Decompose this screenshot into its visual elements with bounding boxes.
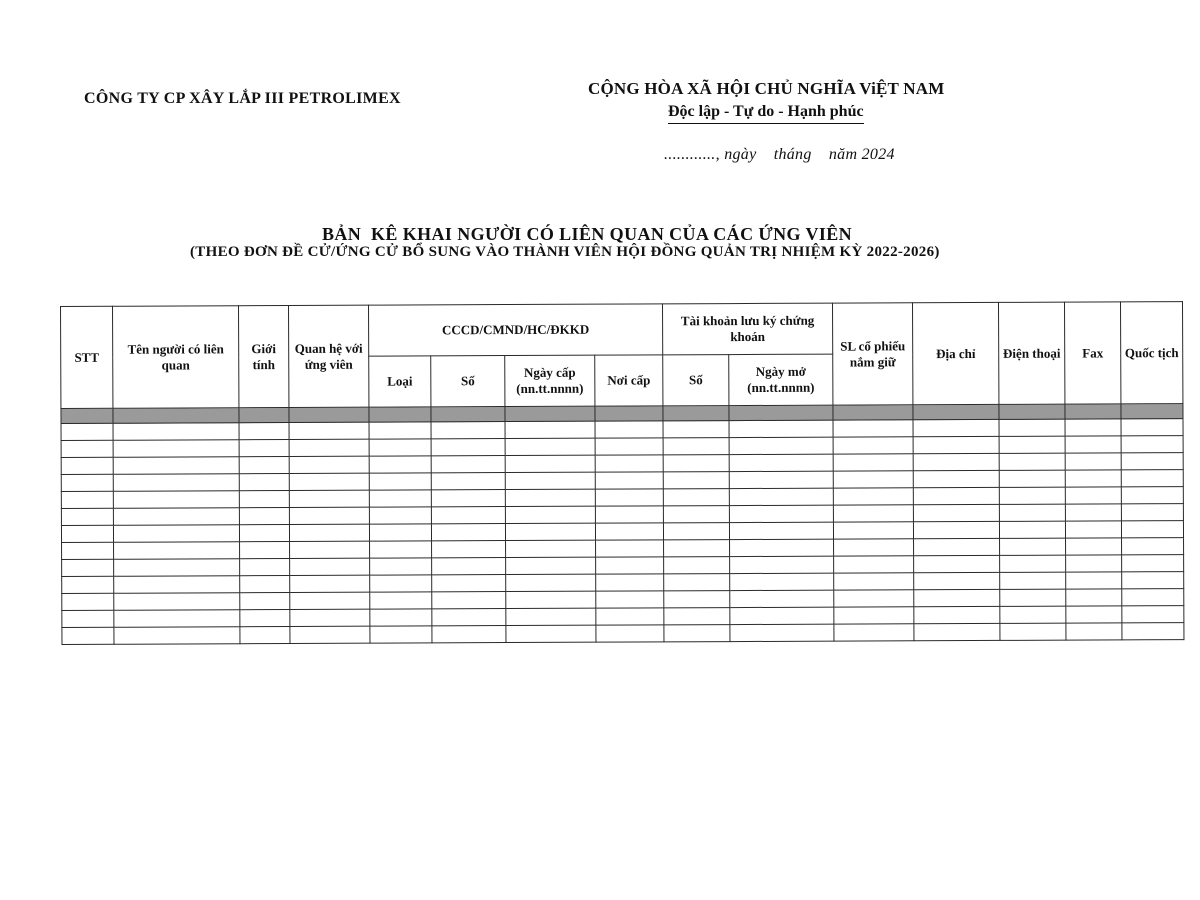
table-cell xyxy=(999,487,1065,504)
table-cell xyxy=(1066,606,1122,623)
table-cell xyxy=(113,408,239,424)
table-cell xyxy=(370,558,432,575)
table-cell xyxy=(432,541,506,558)
table-cell xyxy=(289,473,369,490)
table-cell xyxy=(61,491,113,508)
table-cell xyxy=(1121,404,1183,419)
table-cell xyxy=(1065,521,1121,538)
table-cell xyxy=(999,419,1065,436)
table-cell xyxy=(290,541,370,558)
table-cell xyxy=(239,491,289,508)
table-cell xyxy=(1000,572,1066,589)
table-cell xyxy=(505,455,595,472)
table-cell xyxy=(431,456,505,473)
header-id-issue-date: Ngày cấp (nn.tt.nnnn) xyxy=(505,355,595,406)
table-cell xyxy=(595,455,663,472)
table-cell xyxy=(730,556,834,573)
table-cell xyxy=(834,539,914,556)
table-cell xyxy=(505,506,595,523)
table-cell xyxy=(914,589,1000,606)
table-cell xyxy=(663,455,729,472)
table-cell xyxy=(432,575,506,592)
national-motto: Độc lập - Tự do - Hạnh phúc xyxy=(668,103,864,124)
table-cell xyxy=(240,559,290,576)
document-title: BẢN KÊ KHAI NGƯỜI CÓ LIÊN QUAN CỦA CÁC ỨNG VIÊN xyxy=(322,224,853,244)
table-cell xyxy=(431,407,505,422)
table-cell xyxy=(369,407,431,422)
table-cell xyxy=(914,606,1000,623)
table-cell xyxy=(913,487,999,504)
table-cell xyxy=(1065,504,1121,521)
table-cell xyxy=(113,525,239,543)
table-cell xyxy=(1122,555,1184,572)
table-cell xyxy=(290,609,370,626)
table-cell xyxy=(1065,470,1121,487)
table-cell xyxy=(61,525,113,542)
table-cell xyxy=(1122,572,1184,589)
table-cell xyxy=(506,625,596,642)
table-cell xyxy=(1000,538,1066,555)
national-title: CỘNG HÒA XÃ HỘI CHỦ NGHĨA ViỆT NAM xyxy=(588,79,945,98)
table-cell xyxy=(114,559,240,577)
table-cell xyxy=(369,456,431,473)
table-cell xyxy=(239,457,289,474)
table-cell xyxy=(913,453,999,470)
table-cell xyxy=(1122,538,1184,555)
table-cell xyxy=(431,507,505,524)
table-cell xyxy=(1121,521,1183,538)
table-cell xyxy=(114,610,240,628)
date-line: ............, ngày tháng năm 2024 xyxy=(664,146,895,163)
table-row xyxy=(62,623,1184,645)
table-cell xyxy=(61,508,113,525)
table-cell xyxy=(506,557,596,574)
table-cell xyxy=(290,575,370,592)
table-cell xyxy=(999,504,1065,521)
table-cell xyxy=(914,555,1000,572)
table-cell xyxy=(113,508,239,526)
table-cell xyxy=(1121,419,1183,436)
table-cell xyxy=(595,472,663,489)
table-cell xyxy=(1121,453,1183,470)
table-cell xyxy=(999,453,1065,470)
table-cell xyxy=(833,454,913,471)
table-cell xyxy=(730,573,834,590)
table-cell xyxy=(664,591,730,608)
table-cell xyxy=(596,608,664,625)
table-cell xyxy=(431,524,505,541)
table-cell xyxy=(289,507,369,524)
header-id-number: Số xyxy=(431,356,505,407)
table-cell xyxy=(240,542,290,559)
table-cell xyxy=(1066,589,1122,606)
table-cell xyxy=(289,407,369,422)
table-cell xyxy=(833,488,913,505)
table-cell xyxy=(1121,487,1183,504)
table-cell xyxy=(913,504,999,521)
table-cell xyxy=(431,473,505,490)
table-cell xyxy=(913,470,999,487)
declaration-table xyxy=(60,301,1184,645)
table-cell xyxy=(729,454,833,471)
table-cell xyxy=(1065,453,1121,470)
header-relationship: Quan hệ với ứng viên xyxy=(289,305,369,407)
table-cell xyxy=(289,456,369,473)
table-cell xyxy=(999,470,1065,487)
table-cell xyxy=(113,440,239,458)
table-cell xyxy=(61,440,113,457)
table-cell xyxy=(505,438,595,455)
table-cell xyxy=(1122,606,1184,623)
table-cell xyxy=(833,522,913,539)
table-cell xyxy=(239,525,289,542)
table-cell xyxy=(505,523,595,540)
table-cell xyxy=(729,471,833,488)
table-cell xyxy=(595,506,663,523)
table-cell xyxy=(1065,487,1121,504)
header-address: Địa chỉ xyxy=(913,302,999,404)
table-cell xyxy=(432,592,506,609)
table-cell xyxy=(62,627,114,644)
table-cell xyxy=(913,436,999,453)
table-cell xyxy=(1066,538,1122,555)
table-cell xyxy=(431,490,505,507)
table-cell xyxy=(239,440,289,457)
table-cell xyxy=(1066,555,1122,572)
table-cell xyxy=(62,593,114,610)
table-cell xyxy=(664,540,730,557)
table-cell xyxy=(1065,419,1121,436)
table-cell xyxy=(431,439,505,456)
table-cell xyxy=(505,406,595,421)
table-cell xyxy=(1121,470,1183,487)
header-fax: Fax xyxy=(1065,302,1121,404)
table-cell xyxy=(595,421,663,438)
header-account-number: Số xyxy=(663,355,729,406)
table-cell xyxy=(833,420,913,437)
table-cell xyxy=(369,473,431,490)
table-cell xyxy=(1000,555,1066,572)
table-cell xyxy=(729,488,833,505)
table-cell xyxy=(289,524,369,541)
table-cell xyxy=(1065,404,1121,419)
table-cell xyxy=(506,540,596,557)
header-related-person-name: Tên người có liên quan xyxy=(113,306,239,409)
table-cell xyxy=(290,592,370,609)
header-account-open-date: Ngày mở (nn.tt.nnnn) xyxy=(729,354,833,405)
table-cell xyxy=(596,574,664,591)
table-cell xyxy=(505,472,595,489)
table-cell xyxy=(369,524,431,541)
table-cell xyxy=(431,422,505,439)
table-cell xyxy=(999,436,1065,453)
table-cell xyxy=(663,489,729,506)
table-cell xyxy=(729,522,833,539)
table-cell xyxy=(1000,623,1066,640)
table-cell xyxy=(1122,623,1184,640)
table-cell xyxy=(664,625,730,642)
table-cell xyxy=(61,457,113,474)
table-cell xyxy=(596,591,664,608)
table-cell xyxy=(290,558,370,575)
table-cell xyxy=(62,576,114,593)
table-cell xyxy=(506,591,596,608)
table-cell xyxy=(113,491,239,509)
table-cell xyxy=(289,439,369,456)
table-cell xyxy=(61,474,113,491)
table-cell xyxy=(999,404,1065,419)
table-cell xyxy=(729,505,833,522)
table-cell xyxy=(664,557,730,574)
table-cell xyxy=(1066,623,1122,640)
table-cell xyxy=(833,471,913,488)
table-cell xyxy=(914,623,1000,640)
table-cell xyxy=(432,626,506,643)
table-cell xyxy=(62,559,114,576)
header-group-id-document: CCCD/CMND/HC/ĐKKD xyxy=(368,304,662,356)
table-cell xyxy=(369,439,431,456)
table-cell xyxy=(240,610,290,627)
table-cell xyxy=(369,422,431,439)
table-cell xyxy=(833,437,913,454)
table-cell xyxy=(505,489,595,506)
table-cell xyxy=(730,539,834,556)
table-cell xyxy=(1122,589,1184,606)
table-cell xyxy=(913,404,999,419)
table-cell xyxy=(61,408,113,423)
table-cell xyxy=(506,608,596,625)
table-cell xyxy=(729,420,833,437)
header-group-securities-account: Tài khoản lưu ký chứng khoán xyxy=(663,303,833,355)
table-cell xyxy=(596,557,664,574)
table-cell xyxy=(61,423,113,440)
table-cell xyxy=(1065,436,1121,453)
table-cell xyxy=(834,573,914,590)
table-cell xyxy=(239,474,289,491)
table-cell xyxy=(730,624,834,641)
table-cell xyxy=(289,422,369,439)
table-cell xyxy=(730,590,834,607)
table-cell xyxy=(114,576,240,594)
table-cell xyxy=(1000,589,1066,606)
table-cell xyxy=(432,558,506,575)
table-cell xyxy=(730,607,834,624)
table-cell xyxy=(505,421,595,438)
table-cell xyxy=(914,538,1000,555)
table-cell xyxy=(62,610,114,627)
header-shares-held: SL cổ phiếu nắm giữ xyxy=(833,303,913,405)
table-cell xyxy=(833,505,913,522)
table-cell xyxy=(239,408,289,423)
table-cell xyxy=(663,472,729,489)
table-cell xyxy=(1121,436,1183,453)
table-cell xyxy=(914,572,1000,589)
table-cell xyxy=(289,490,369,507)
header-id-issue-place: Nơi cấp xyxy=(595,355,663,406)
table-cell xyxy=(664,574,730,591)
table-cell xyxy=(663,421,729,438)
table-cell xyxy=(834,624,914,641)
table-cell xyxy=(369,507,431,524)
table-cell xyxy=(240,593,290,610)
table-cell xyxy=(834,590,914,607)
table-cell xyxy=(595,489,663,506)
table-cell xyxy=(729,405,833,420)
table-cell xyxy=(595,406,663,421)
header-stt: STT xyxy=(61,306,113,408)
table-cell xyxy=(239,508,289,525)
table-cell xyxy=(663,523,729,540)
table-cell xyxy=(370,609,432,626)
table-cell xyxy=(290,626,370,643)
table-cell xyxy=(239,423,289,440)
table-cell xyxy=(834,556,914,573)
table-cell xyxy=(999,521,1065,538)
table-cell xyxy=(113,423,239,441)
table-cell xyxy=(369,490,431,507)
table-cell xyxy=(240,576,290,593)
table-cell xyxy=(913,521,999,538)
table-body xyxy=(61,404,1184,645)
header-nationality: Quốc tịch xyxy=(1121,302,1183,404)
table-cell xyxy=(833,405,913,420)
table-cell xyxy=(729,437,833,454)
table-cell xyxy=(1121,504,1183,521)
table-cell xyxy=(114,542,240,560)
table-cell xyxy=(114,593,240,611)
table-cell xyxy=(663,406,729,421)
table-cell xyxy=(596,625,664,642)
header-id-type: Loại xyxy=(369,356,431,407)
table-cell xyxy=(595,438,663,455)
table-cell xyxy=(113,474,239,492)
table-cell xyxy=(506,574,596,591)
table-cell xyxy=(370,592,432,609)
table-cell xyxy=(370,541,432,558)
table-cell xyxy=(596,540,664,557)
table-cell xyxy=(663,506,729,523)
header-gender: Giới tính xyxy=(239,306,289,408)
table-cell xyxy=(834,607,914,624)
table-cell xyxy=(370,575,432,592)
table-cell xyxy=(432,609,506,626)
header-phone: Điện thoại xyxy=(999,302,1065,404)
table-cell xyxy=(114,627,240,645)
table-cell xyxy=(62,542,114,559)
table-cell xyxy=(240,626,290,643)
company-name: CÔNG TY CP XÂY LẮP III PETROLIMEX xyxy=(84,90,401,107)
table-cell xyxy=(1000,606,1066,623)
table-cell xyxy=(663,438,729,455)
table-cell xyxy=(595,523,663,540)
document-subtitle: (THEO ĐƠN ĐỀ CỬ/ỨNG CỬ BỔ SUNG VÀO THÀNH VIÊN HỘI ĐỒNG QUẢN TRỊ NHIỆM KỲ 2022-2026) xyxy=(190,244,940,260)
table-cell xyxy=(370,626,432,643)
table-cell xyxy=(913,419,999,436)
table-cell xyxy=(113,457,239,475)
table-cell xyxy=(1066,572,1122,589)
table-cell xyxy=(664,608,730,625)
